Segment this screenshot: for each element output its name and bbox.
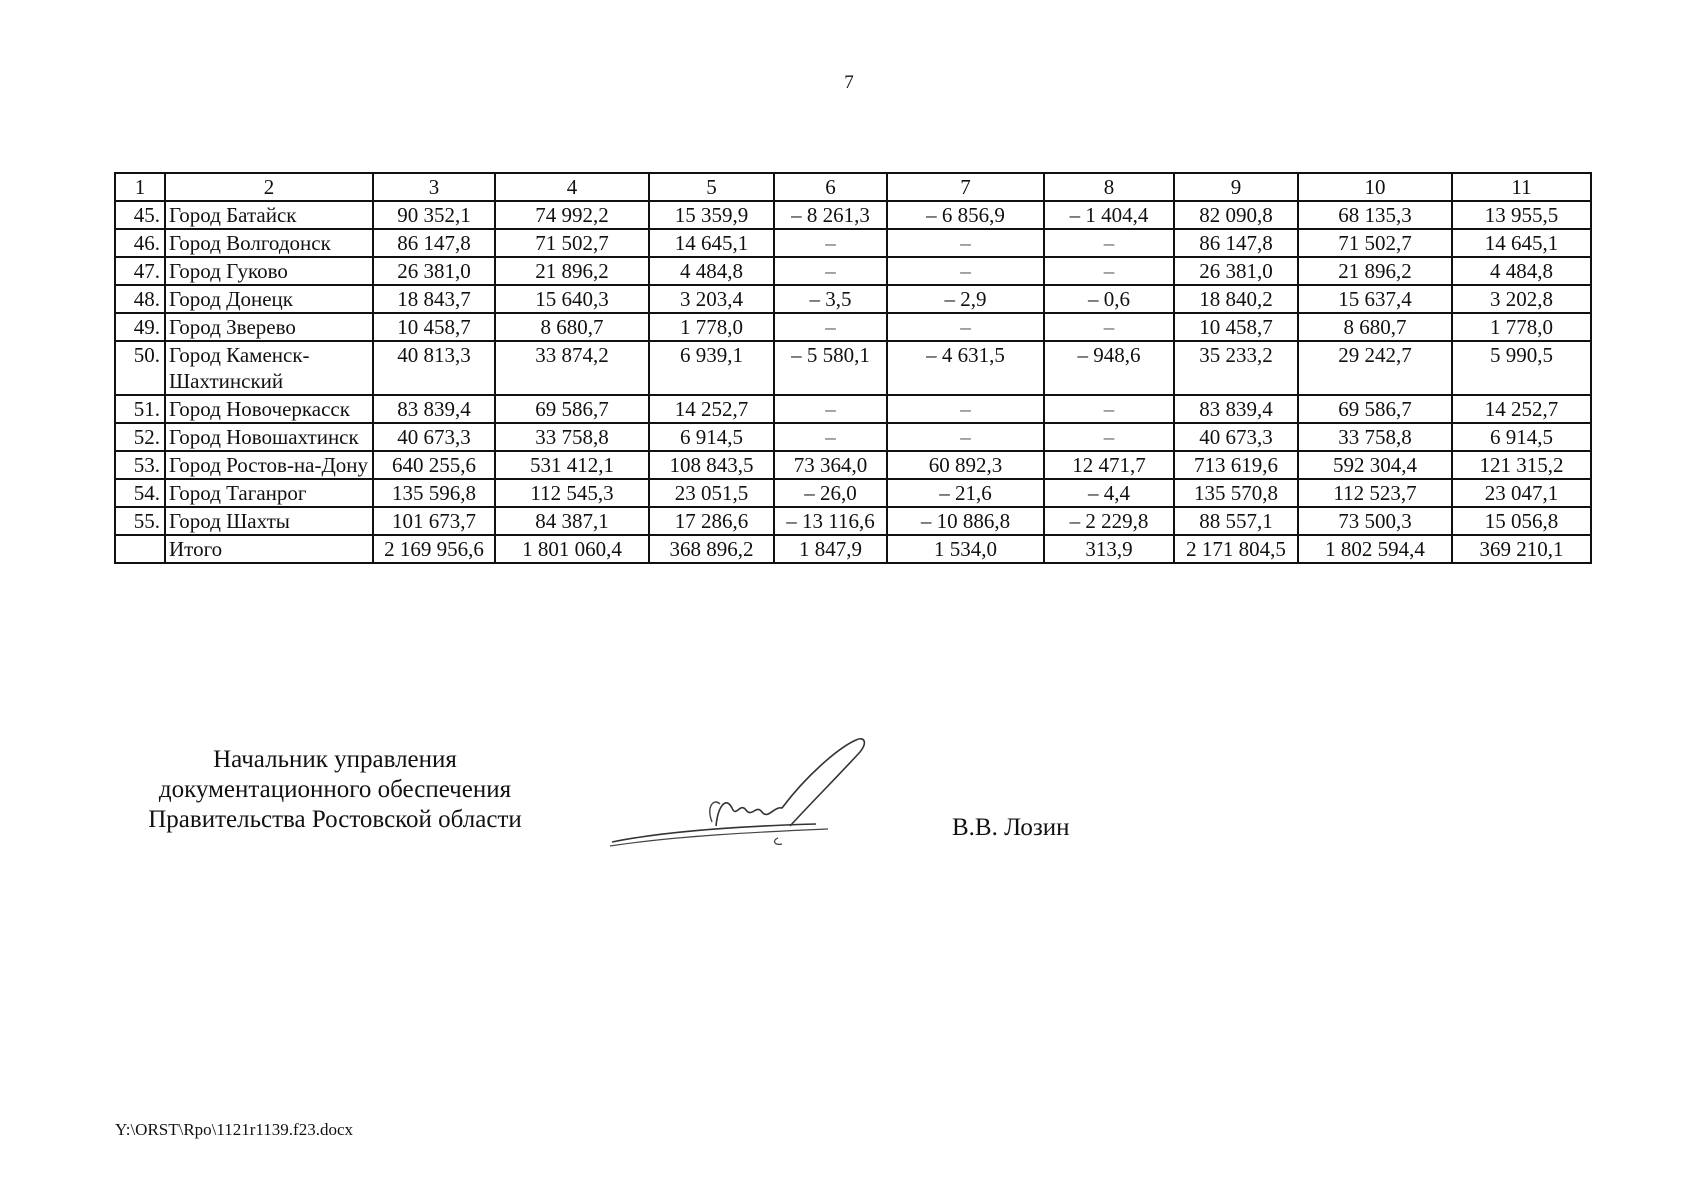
value-cell: 23 047,1 — [1452, 479, 1591, 507]
value-cell: – 26,0 — [774, 479, 887, 507]
municipality-name-cell: Город Таганрог — [165, 479, 373, 507]
value-cell: 3 202,8 — [1452, 285, 1591, 313]
table-row — [115, 535, 1591, 563]
value-cell: 40 673,3 — [1174, 423, 1298, 451]
table-row — [115, 285, 1591, 313]
column-header: 8 — [1044, 173, 1174, 201]
value-cell: 14 645,1 — [649, 229, 774, 257]
table-row — [115, 479, 1591, 507]
value-cell: 101 673,7 — [373, 507, 495, 535]
table-row — [115, 423, 1591, 451]
row-number-cell — [115, 535, 165, 563]
column-header: 11 — [1452, 173, 1591, 201]
value-cell: 3 203,4 — [649, 285, 774, 313]
value-cell: 121 315,2 — [1452, 451, 1591, 479]
value-cell: 135 596,8 — [373, 479, 495, 507]
value-cell: 313,9 — [1044, 535, 1174, 563]
value-cell: – — [1044, 229, 1174, 257]
value-cell: – — [887, 313, 1044, 341]
table-row — [115, 451, 1591, 479]
row-number-cell: 52. — [115, 423, 165, 451]
value-cell: 33 758,8 — [1298, 423, 1452, 451]
value-cell: 592 304,4 — [1298, 451, 1452, 479]
value-cell: 60 892,3 — [887, 451, 1044, 479]
row-number-cell: 49. — [115, 313, 165, 341]
value-cell: 2 171 804,5 — [1174, 535, 1298, 563]
file-path: Y:\ORST\Rpo\1121r1139.f23.docx — [115, 1120, 354, 1139]
value-cell: 1 778,0 — [1452, 313, 1591, 341]
value-cell: – — [774, 229, 887, 257]
row-number-cell: 48. — [115, 285, 165, 313]
value-cell: – 2,9 — [887, 285, 1044, 313]
value-cell: 1 802 594,4 — [1298, 535, 1452, 563]
value-cell: 35 233,2 — [1174, 341, 1298, 395]
table-row — [115, 507, 1591, 535]
value-cell: 88 557,1 — [1174, 507, 1298, 535]
column-header: 5 — [649, 173, 774, 201]
value-cell: – — [774, 257, 887, 285]
value-cell: 14 645,1 — [1452, 229, 1591, 257]
value-cell: – 8 261,3 — [774, 201, 887, 229]
value-cell: 17 286,6 — [649, 507, 774, 535]
value-cell: 368 896,2 — [649, 535, 774, 563]
value-cell: 10 458,7 — [373, 313, 495, 341]
table-row — [115, 341, 1591, 395]
value-cell: 4 484,8 — [649, 257, 774, 285]
row-number-cell: 53. — [115, 451, 165, 479]
value-cell: 86 147,8 — [373, 229, 495, 257]
value-cell: – 3,5 — [774, 285, 887, 313]
municipality-name-cell: Город Зверево — [165, 313, 373, 341]
value-cell: 83 839,4 — [1174, 395, 1298, 423]
table-body — [115, 173, 1591, 563]
value-cell: 21 896,2 — [1298, 257, 1452, 285]
value-cell: 10 458,7 — [1174, 313, 1298, 341]
value-cell: 135 570,8 — [1174, 479, 1298, 507]
municipality-name-cell: Город Каменск-Шахтинский — [165, 341, 373, 395]
value-cell: 15 056,8 — [1452, 507, 1591, 535]
value-cell: – — [887, 423, 1044, 451]
value-cell: – 948,6 — [1044, 341, 1174, 395]
value-cell: 531 412,1 — [495, 451, 649, 479]
signer-position-line: Правительства Ростовской области — [148, 806, 522, 833]
value-cell: 2 169 956,6 — [373, 535, 495, 563]
row-number-cell: 45. — [115, 201, 165, 229]
value-cell: 71 502,7 — [1298, 229, 1452, 257]
column-header: 3 — [373, 173, 495, 201]
municipality-name-cell: Город Новочеркасск — [165, 395, 373, 423]
municipality-name-cell: Город Гуково — [165, 257, 373, 285]
value-cell: – 5 580,1 — [774, 341, 887, 395]
table-row — [115, 395, 1591, 423]
value-cell: 8 680,7 — [1298, 313, 1452, 341]
municipality-name-cell: Город Батайск — [165, 201, 373, 229]
value-cell: – 21,6 — [887, 479, 1044, 507]
value-cell: – — [1044, 395, 1174, 423]
value-cell: 1 534,0 — [887, 535, 1044, 563]
value-cell: – — [887, 395, 1044, 423]
row-number-cell: 51. — [115, 395, 165, 423]
value-cell: 23 051,5 — [649, 479, 774, 507]
value-cell: 69 586,7 — [495, 395, 649, 423]
value-cell: – 4,4 — [1044, 479, 1174, 507]
value-cell: 18 843,7 — [373, 285, 495, 313]
value-cell: 90 352,1 — [373, 201, 495, 229]
value-cell: 69 586,7 — [1298, 395, 1452, 423]
value-cell: 84 387,1 — [495, 507, 649, 535]
value-cell: 6 939,1 — [649, 341, 774, 395]
value-cell: 33 874,2 — [495, 341, 649, 395]
value-cell: – — [774, 395, 887, 423]
value-cell: 5 990,5 — [1452, 341, 1591, 395]
value-cell: – — [1044, 313, 1174, 341]
value-cell: – 0,6 — [1044, 285, 1174, 313]
value-cell: 14 252,7 — [649, 395, 774, 423]
value-cell: 108 843,5 — [649, 451, 774, 479]
value-cell: 1 778,0 — [649, 313, 774, 341]
municipality-name-cell: Город Донецк — [165, 285, 373, 313]
value-cell: 12 471,7 — [1044, 451, 1174, 479]
value-cell: – — [774, 313, 887, 341]
value-cell: 6 914,5 — [1452, 423, 1591, 451]
handwritten-signature — [606, 736, 890, 856]
column-header: 4 — [495, 173, 649, 201]
value-cell: – 2 229,8 — [1044, 507, 1174, 535]
municipality-name-cell: Город Шахты — [165, 507, 373, 535]
value-cell: 13 955,5 — [1452, 201, 1591, 229]
value-cell: 82 090,8 — [1174, 201, 1298, 229]
row-number-cell: 46. — [115, 229, 165, 257]
column-header: 6 — [774, 173, 887, 201]
value-cell: 4 484,8 — [1452, 257, 1591, 285]
table-row — [115, 257, 1591, 285]
column-header: 9 — [1174, 173, 1298, 201]
row-number-cell: 50. — [115, 341, 165, 395]
value-cell: 74 992,2 — [495, 201, 649, 229]
value-cell: 6 914,5 — [649, 423, 774, 451]
table-row — [115, 201, 1591, 229]
table-row — [115, 313, 1591, 341]
value-cell: – — [887, 257, 1044, 285]
table-row — [115, 229, 1591, 257]
value-cell: 26 381,0 — [373, 257, 495, 285]
value-cell: 29 242,7 — [1298, 341, 1452, 395]
column-header: 7 — [887, 173, 1044, 201]
value-cell: 14 252,7 — [1452, 395, 1591, 423]
value-cell: 15 637,4 — [1298, 285, 1452, 313]
value-cell: 1 847,9 — [774, 535, 887, 563]
value-cell: 15 359,9 — [649, 201, 774, 229]
municipality-name-cell: Итого — [165, 535, 373, 563]
value-cell: 73 364,0 — [774, 451, 887, 479]
value-cell: – — [887, 229, 1044, 257]
signer-position-line: Начальник управления — [213, 746, 457, 773]
value-cell: 112 545,3 — [495, 479, 649, 507]
page-number: 7 — [844, 72, 854, 93]
value-cell: 71 502,7 — [495, 229, 649, 257]
signer-name: В.В. Лозин — [952, 814, 1070, 841]
column-header: 1 — [115, 173, 165, 201]
value-cell: 86 147,8 — [1174, 229, 1298, 257]
row-number-cell: 54. — [115, 479, 165, 507]
value-cell: 33 758,8 — [495, 423, 649, 451]
table-header-row — [115, 173, 1591, 201]
value-cell: 21 896,2 — [495, 257, 649, 285]
value-cell: 40 673,3 — [373, 423, 495, 451]
value-cell: – 13 116,6 — [774, 507, 887, 535]
municipality-name-cell: Город Ростов-на-Дону — [165, 451, 373, 479]
row-number-cell: 47. — [115, 257, 165, 285]
value-cell: 369 210,1 — [1452, 535, 1591, 563]
value-cell: 83 839,4 — [373, 395, 495, 423]
column-header: 10 — [1298, 173, 1452, 201]
value-cell: 26 381,0 — [1174, 257, 1298, 285]
value-cell: – — [1044, 257, 1174, 285]
value-cell: 68 135,3 — [1298, 201, 1452, 229]
value-cell: 1 801 060,4 — [495, 535, 649, 563]
value-cell: – 4 631,5 — [887, 341, 1044, 395]
value-cell: – 6 856,9 — [887, 201, 1044, 229]
municipality-name-cell: Город Волгодонск — [165, 229, 373, 257]
signature-title-block — [110, 745, 560, 835]
value-cell: 18 840,2 — [1174, 285, 1298, 313]
value-cell: – 1 404,4 — [1044, 201, 1174, 229]
value-cell: 15 640,3 — [495, 285, 649, 313]
row-number-cell: 55. — [115, 507, 165, 535]
value-cell: 40 813,3 — [373, 341, 495, 395]
value-cell: – — [1044, 423, 1174, 451]
column-header: 2 — [165, 173, 373, 201]
signer-position-line: документационного обеспечения — [158, 776, 512, 803]
value-cell: 112 523,7 — [1298, 479, 1452, 507]
value-cell: 713 619,6 — [1174, 451, 1298, 479]
value-cell: 8 680,7 — [495, 313, 649, 341]
value-cell: – — [774, 423, 887, 451]
value-cell: – 10 886,8 — [887, 507, 1044, 535]
budget-table — [114, 172, 1592, 564]
value-cell: 73 500,3 — [1298, 507, 1452, 535]
value-cell: 640 255,6 — [373, 451, 495, 479]
municipality-name-cell: Город Новошахтинск — [165, 423, 373, 451]
